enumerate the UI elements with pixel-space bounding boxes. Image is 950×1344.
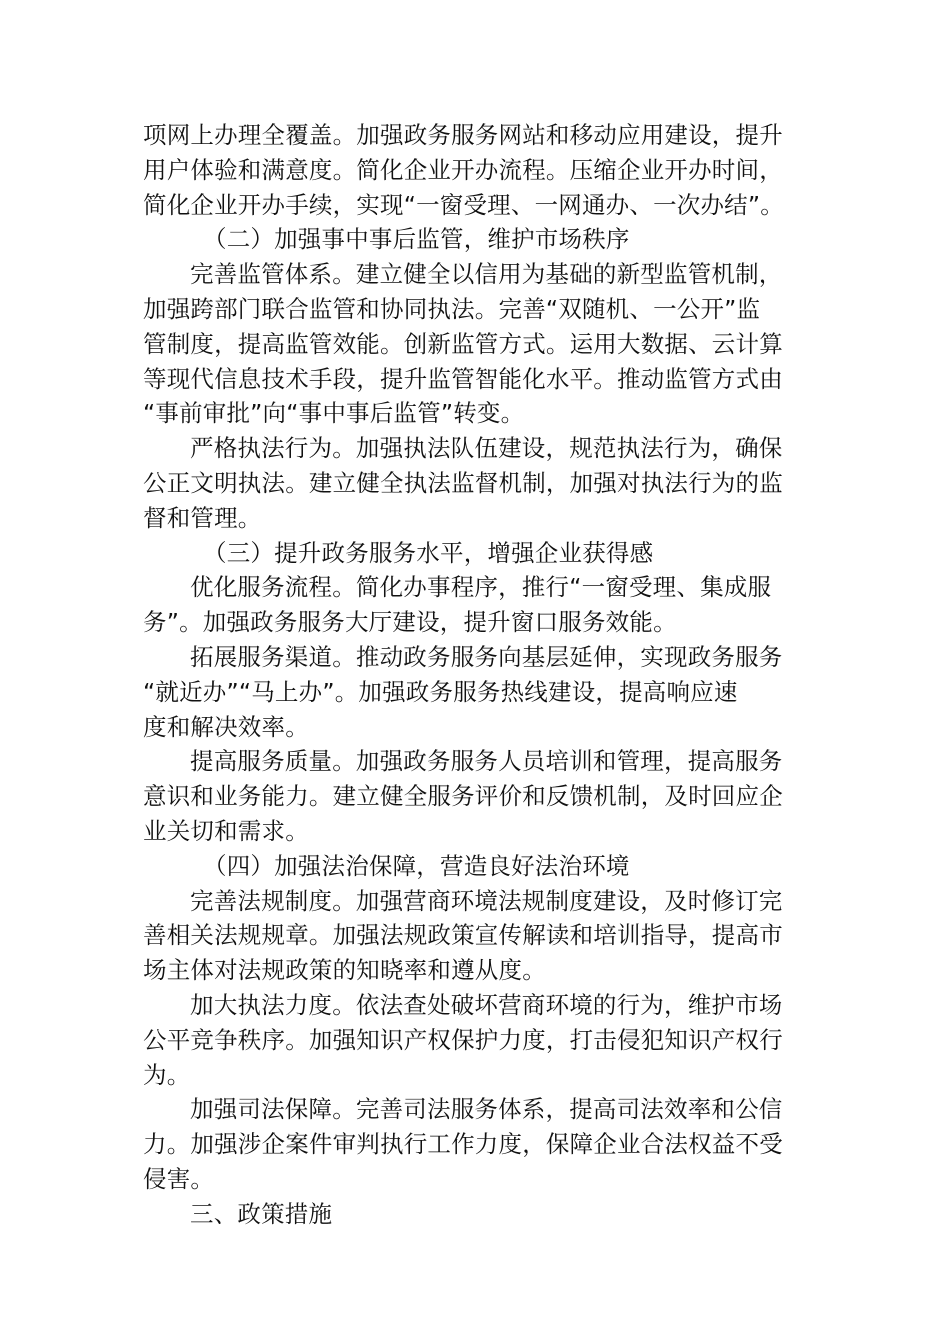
paragraph-line: 业关切和需求。 — [143, 816, 309, 845]
section-heading: （三）提升政务服务水平，增强企业获得感 — [203, 538, 654, 567]
paragraph-line: 完善法规制度。加强营商环境法规制度建设，及时修订完 — [190, 886, 783, 915]
chapter-heading: 三、政策措施 — [190, 1199, 333, 1228]
paragraph-line: 加强司法保障。完善司法服务体系，提高司法效率和公信 — [190, 1095, 783, 1124]
paragraph-line: 侵害。 — [143, 1164, 215, 1193]
paragraph-line: 严格执法行为。加强执法队伍建设，规范执法行为，确保 — [190, 434, 783, 463]
paragraph-line: “就近办”“马上办”。加强政务服务热线建设，提高响应速 — [143, 677, 738, 706]
paragraph-line: 项网上办理全覆盖。加强政务服务网站和移动应用建设，提升 — [143, 121, 783, 149]
paragraph-line: 简化企业开办手续，实现“一窗受理、一网通办、一次办结”。 — [143, 190, 784, 219]
paragraph-line: 善相关法规规章。加强法规政策宣传解读和培训指导，提高市 — [143, 921, 783, 950]
paragraph-line: 提高服务质量。加强政务服务人员培训和管理，提高服务 — [190, 747, 783, 776]
paragraph-line: 管制度，提高监管效能。创新监管方式。运用大数据、云计算 — [143, 329, 783, 358]
paragraph-line: 等现代信息技术手段，提升监管智能化水平。推动监管方式由 — [143, 364, 783, 393]
paragraph-line: 督和管理。 — [143, 503, 262, 532]
paragraph-line: 意识和业务能力。建立健全服务评价和反馈机制，及时回应企 — [143, 782, 783, 811]
paragraph-line: 加强跨部门联合监管和协同执法。完善“双随机、一公开”监 — [143, 294, 761, 323]
paragraph-line: 优化服务流程。简化办事程序，推行“一窗受理、集成服 — [190, 573, 772, 602]
paragraph-line: 公平竞争秩序。加强知识产权保护力度，打击侵犯知识产权行 — [143, 1025, 783, 1054]
paragraph-line: 拓展服务渠道。推动政务服务向基层延伸，实现政务服务 — [190, 642, 783, 671]
paragraph-line: 用户体验和满意度。简化企业开办流程。压缩企业开办时间， — [143, 155, 783, 184]
paragraph-line: 度和解决效率。 — [143, 712, 309, 741]
section-heading: （二）加强事中事后监管，维护市场秩序 — [203, 225, 630, 254]
paragraph-line: 场主体对法规政策的知晓率和遵从度。 — [143, 956, 546, 985]
paragraph-line: 为。 — [143, 1060, 191, 1089]
paragraph-line: 公正文明执法。建立健全执法监督机制，加强对执法行为的监 — [143, 468, 783, 497]
paragraph-line: 完善监管体系。建立健全以信用为基础的新型监管机制， — [190, 260, 783, 289]
document-page — [143, 118, 807, 1232]
section-heading: （四）加强法治保障，营造良好法治环境 — [203, 851, 630, 880]
paragraph-line: “事前审批”向“事中事后监管”转变。 — [143, 399, 525, 428]
paragraph-line: 务”。加强政务服务大厅建设，提升窗口服务效能。 — [143, 608, 677, 637]
paragraph-line: 力。加强涉企案件审判执行工作力度，保障企业合法权益不受 — [143, 1130, 783, 1159]
paragraph-line: 加大执法力度。依法查处破坏营商环境的行为，维护市场 — [190, 990, 783, 1019]
